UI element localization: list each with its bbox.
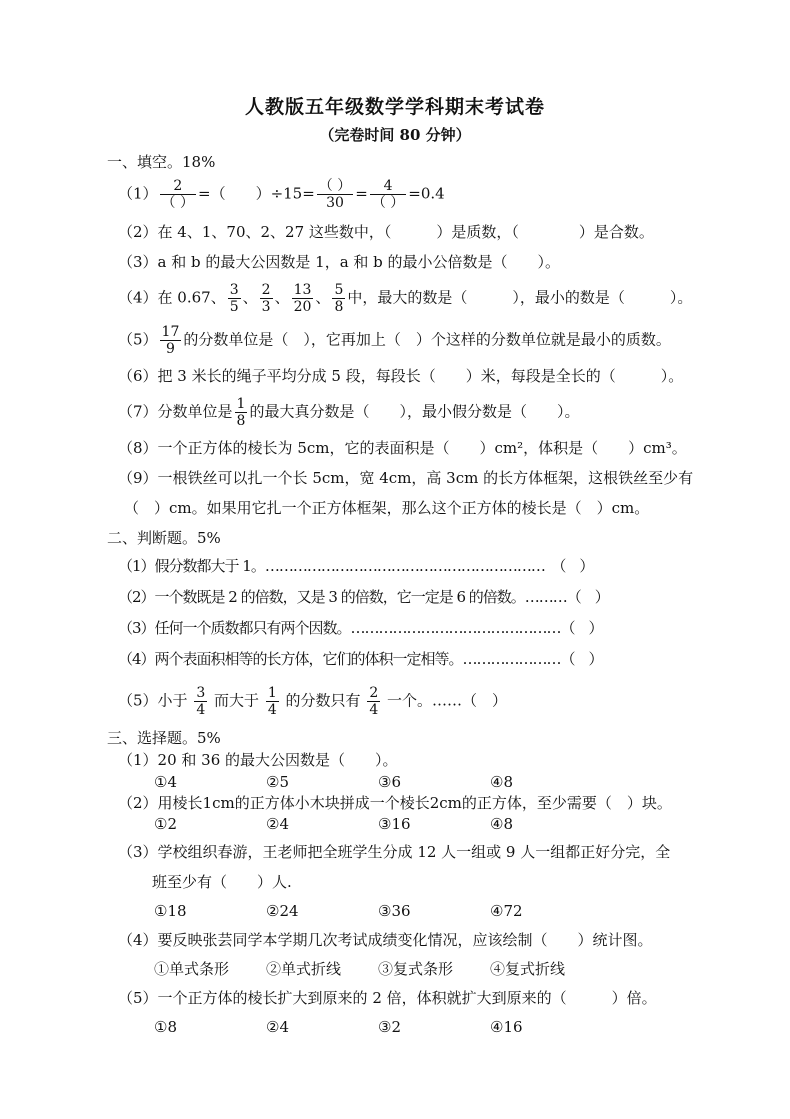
section3-heading: 三、选择题。5%	[107, 729, 221, 747]
exam-subtitle: （完卷时间 80 分钟）	[319, 126, 471, 144]
option: ②5	[266, 773, 289, 791]
option: ③16	[378, 815, 411, 833]
s2-question-1: （1）假分数都大于 1。…………………………………………………… （ ）	[118, 557, 594, 575]
s3-q3-options	[154, 901, 602, 921]
s3-question-5: （5）一个正方体的棱长扩大到原来的 2 倍，体积就扩大到原来的（ ）倍。	[118, 989, 657, 1007]
s3-q1-options	[154, 772, 602, 792]
section1-heading: 一、填空。18%	[107, 153, 216, 171]
option: ②24	[266, 902, 299, 920]
s3-question-1: （1）20 和 36 的最大公因数是（ ）。	[118, 751, 398, 769]
option: ④8	[490, 773, 513, 791]
s3-q4-options	[154, 959, 602, 979]
s3-q2-options	[154, 814, 602, 834]
s3-q5-options	[154, 1017, 602, 1037]
option: ④16	[490, 1018, 523, 1036]
option: ③复式条形	[378, 960, 454, 978]
s1-question-9b: （ ）cm。如果用它扎一个正方体框架，那么这个正方体的棱长是（ ）cm。	[124, 499, 650, 517]
fraction: $\frac{2}{3}$	[261, 282, 271, 315]
option: ②单式折线	[266, 960, 342, 978]
s1-question-8: （8）一个正方体的棱长为 5cm，它的表面积是（ ）cm²，体积是（ ）cm³。	[118, 439, 687, 457]
s2-question-5: （5）小于 $\frac{3}{4}$ 而大于 $\frac{1}{4}$ 的分数只有 $\frac{2}{4}$ 一个。……（ ）	[118, 685, 508, 718]
option: ④8	[490, 815, 513, 833]
s2-question-2: （2）一个数既是 2 的倍数，又是 3 的倍数，它一定是 6 的倍数。………（ ）	[118, 588, 609, 606]
option: ④72	[490, 902, 523, 920]
s1-question-9a: （9）一根铁丝可以扎一个长 5cm，宽 4cm，高 3cm 的长方体框架，这根铁丝至少有	[118, 469, 694, 487]
s3-question-4: （4）要反映张芸同学本学期几次考试成绩变化情况，应该绘制（ ）统计图。	[118, 931, 653, 949]
fraction: $\frac{3}{5}$	[229, 282, 239, 315]
option: ①4	[154, 773, 177, 791]
s1-question-1: （1） $\frac{2}{( )}$ =（ ）÷15= $\frac{( )}{30}$ = $\frac{4}{( )}$ =0.4	[118, 178, 445, 211]
option: ④复式折线	[490, 960, 566, 978]
option: ①单式条形	[154, 960, 230, 978]
s3-question-2: （2）用棱长1cm的正方体小木块拼成一个棱长2cm的正方体，至少需要（ ）块。	[118, 794, 672, 812]
s3-question-3b: 班至少有（ ）人.	[152, 873, 292, 891]
fraction: $\frac{13}{20}$	[293, 282, 312, 315]
s1-question-6: （6）把 3 米长的绳子平均分成 5 段，每段长（ ）米，每段是全长的（ ）。	[118, 367, 684, 385]
fraction: $\frac{3}{4}$	[196, 685, 206, 718]
fraction: $\frac{4}{( )}$	[371, 178, 405, 211]
s2-question-4: （4）两个表面积相等的长方体，它们的体积一定相等。…………………（ ）	[118, 650, 603, 668]
option: ①2	[154, 815, 177, 833]
fraction: $\frac{2}{4}$	[369, 685, 379, 718]
option: ③36	[378, 902, 411, 920]
fraction: $\frac{1}{4}$	[267, 685, 277, 718]
s2-question-3: （3）任何一个质数都只有两个因数。………………………………………（ ）	[118, 619, 603, 637]
option: ①8	[154, 1018, 177, 1036]
option: ②4	[266, 1018, 289, 1036]
s1-question-7: （7）分数单位是 $\frac{1}{8}$ 的最大真分数是（ ），最小假分数是（ ）。	[118, 396, 580, 429]
option: ②4	[266, 815, 289, 833]
fraction: $\frac{17}{9}$	[161, 324, 180, 357]
s1-question-3: （3）a 和 b 的最大公因数是 1，a 和 b 的最小公倍数是（ ）。	[118, 253, 561, 271]
s1-question-2: （2）在 4、1、70、2、27 这些数中，（ ）是质数，（ ）是合数。	[118, 223, 654, 241]
section2-heading: 二、判断题。5%	[107, 529, 221, 547]
exam-title: 人教版五年级数学学科期末考试卷	[244, 96, 545, 118]
fraction: $\frac{2}{( )}$	[161, 178, 194, 211]
s1-question-5: （5） $\frac{17}{9}$ 的分数单位是（ ），它再加上（ ）个这样的分数单位就是最小的质数。	[118, 324, 671, 357]
option: ①18	[154, 902, 187, 920]
fraction: $\frac{1}{8}$	[236, 396, 246, 429]
fraction: $\frac{5}{8}$	[334, 282, 344, 315]
option: ③2	[378, 1018, 401, 1036]
s3-question-3a: （3）学校组织春游，王老师把全班学生分成 12 人一组或 9 人一组都正好分完，全	[118, 843, 671, 861]
s1-question-4: （4）在 0.67、 $\frac{3}{5}$ 、 $\frac{2}{3}$ 、 $\frac{13}{20}$ 、 $\frac{5}{8}$ 中，最大的数是（ ），最小的数是（ ）。	[118, 282, 693, 315]
option: ③6	[378, 773, 401, 791]
fraction: $\frac{( )}{30}$	[318, 178, 352, 211]
